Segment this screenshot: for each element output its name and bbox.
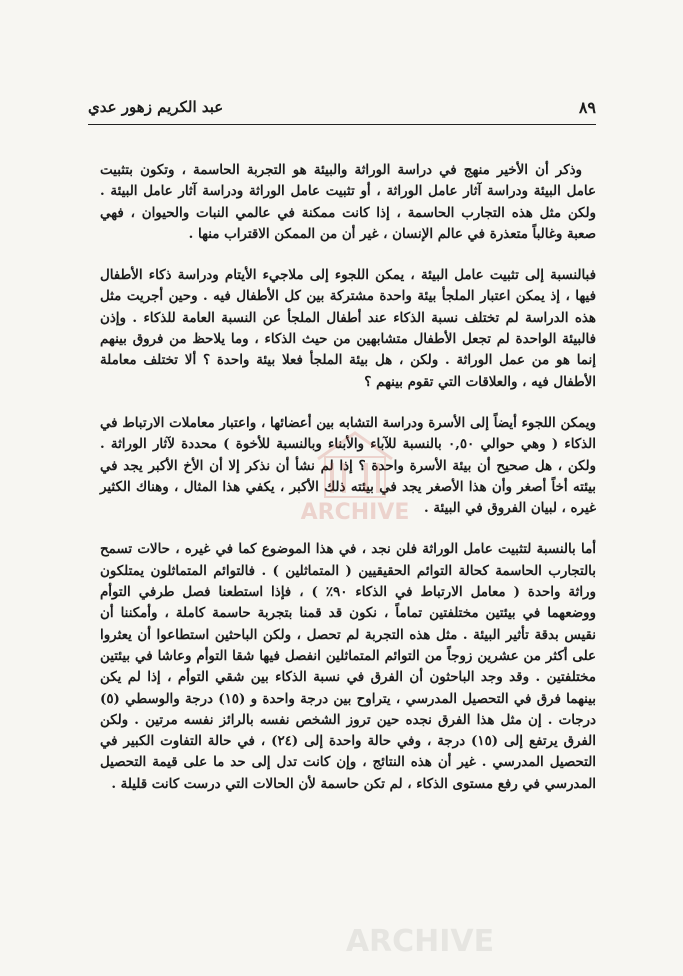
paragraph-1: وذكر أن الأخير منهج في دراسة الوراثة والبيئة هو التجربة الحاسمة ، وتكون بتثبيت عامل البيئة ودراسة آثار عامل الوراثة ، أو تثبيت عامل الوراثة ودراسة آثار عامل البيئة . ولكن مثل هذه التجارب الحاسمة ، إذا كانت ممكنة في عالمي النبات والحيوان ، فهي صعبة وغالباً متعذرة في عالم الإنسان ، غير أن من الممكن الاقتراب منها . (100, 162, 596, 242)
paragraph-2: فبالنسبة إلى تثبيت عامل البيئة ، يمكن اللجوء إلى ملاجيء الأيتام ودراسة ذكاء الأطفال فيها ، إذ يمكن اعتبار الملجأ بيئة واحدة مشتركة بين كل الأطفال فيه . وحين أجريت مثل هذه الدراسة لم تختلف نسبة الذكاء عند أطفال الملجأ عن النسبة العامة للذكاء . وإذن فالبيئة الواحدة لم تجعل الأطفال متشابهين من حيث الذكاء ، وما يلاحظ من فروق بينهم إنما هو من عمل الوراثة . ولكن ، هل بيئة الملجأ فعلا بيئة واحدة ؟ ألا تختلف معاملة الأطفال فيه ، والعلاقات التي تقوم بينهم ؟ (100, 267, 596, 390)
paragraph-3: ويمكن اللجوء أيضاً إلى الأسرة ودراسة التشابه بين أعضائها ، واعتبار معاملات الارتباط في الذكاء ( وهي حوالي ٠,٥٠ بالنسبة للآباء والأبناء وبالنسبة للأخوة ) محددة لآثار الوراثة . ولكن ، هل صحيح أن بيئة الأسرة واحدة ؟ إذا لم نشأ أن نذكر إلا أن الأخ الأكبر يجد في بيئته أخاً أصغر وأن هذا الأصغر يجد في بيئته ذلك الأكبر ، يكفي هذا المثال ، وهناك الكثير غيره ، لبيان الفروق في البيئة . (100, 414, 596, 517)
running-head-author: عبد الكريم زهور عدي (88, 98, 224, 116)
bottom-watermark (330, 915, 510, 965)
running-header (88, 96, 596, 125)
page-body (100, 160, 596, 815)
page-number: ٨٩ (578, 98, 596, 117)
paragraph-4: أما بالنسبة لتثبيت عامل الوراثة فلن نجد ، في هذا الموضوع كما في غيره ، حالات تسمح بالتجارب الحاسمة كحالة التوائم الحقيقيين ( المتماثلين ) . فالتوائم المتماثلون يمتلكون وراثة واحدة ( معامل الارتباط في الذكاء ٩٠٪ ) ، فإذا استطعنا فصل طرفي التوأم ووضعهما في بيئتين مختلفتين تماماً ، نكون قد قمنا بتجربة حاسمة كاملة ، وأمكننا أن نقيس بدقة تأثير البيئة . مثل هذه التجربة لم تحصل ، ولكن الباحثين استطاعوا أن يعثروا على أكثر من عشرين زوجاً من التوائم المتماثلين انفصل فيها شقا التوأم وعاشا في بيئتين مختلفتين . وقد وجد الباحثون أن الفرق في نسبة الذكاء بين شقي التوأم ، إذا لم يكن بينهما فرق في التحصيل المدرسي ، يتراوح بين درجة واحدة و (١٥) درجة والوسطي (٥) درجات . إن مثل هذا الفرق نجده حين تروز الشخص نفسه بالرائز نفسه مرتين . ولكن الفرق يرتفع إلى (١٥) درجة ، وفي حالة واحدة إلى (٢٤) ، في حالة التفاوت الكبير في التحصيل المدرسي . غير أن هذه النتائج ، وإن كانت تدل إلى حد ما على قيمة التحصيل المدرسي في رفع مستوى الذكاء ، لم تكن حاسمة لأن الحالات التي درست كانت قليلة . (100, 541, 596, 792)
watermark-text: ARCHIVE (300, 500, 410, 525)
bottom-watermark-text: ARCHIVE (345, 924, 495, 959)
